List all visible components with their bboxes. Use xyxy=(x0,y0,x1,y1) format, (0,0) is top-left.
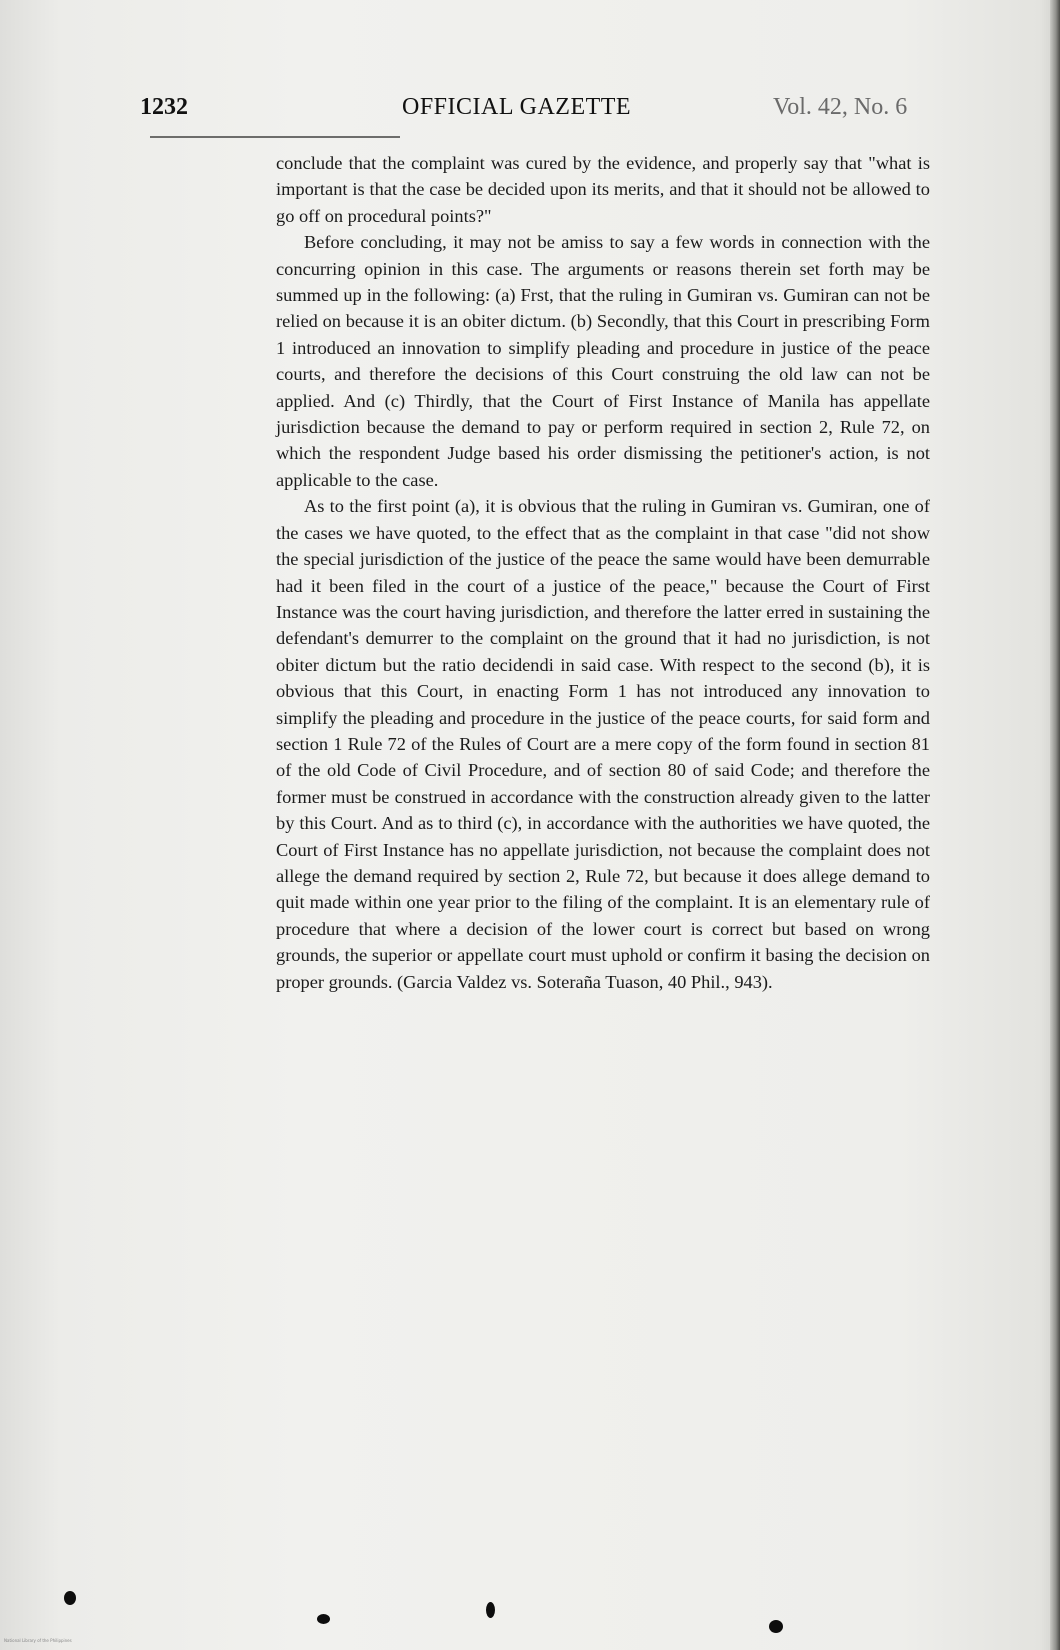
ink-spot xyxy=(769,1620,783,1633)
paragraph-3: As to the first point (a), it is obvious that the ruling in Gumiran vs. Gumiran, one of the cases we have quoted, to the effect that as the complaint in that case "did not show the special jurisdiction of the justice of the peace the same would have been demurrable had it been filed in the court of a justice of the peace," because the Court of First Instance was the court having jurisdiction, and therefore the latter erred in sustaining the defendant's demurrer to the complaint on the ground that it had no jurisdiction, is not obiter dictum but the ratio decidendi in said case. With respect to the second (b), it is obvious that this Court, in enacting Form 1 has not introduced any innovation to simplify the pleading and procedure in the justice of the peace courts, for said form and section 1 Rule 72 of the Rules of Court are a mere copy of the form found in section 81 of the old Code of Civil Procedure, and of section 80 of said Code; and therefore the former must be construed in accordance with the construction already given to the latter by this Court. And as to third (c), in accordance with the authorities we have quoted, the Court of First Instance has no appellate jurisdiction, not because the complaint does not allege the demand required by section 2, Rule 72, but because it does allege demand to quit made within one year prior to the filing of the complaint. It is an elementary rule of procedure that where a decision of the lower court is correct but based on wrong grounds, the superior or appellate court must uphold or confirm it basing the decision on proper grounds. (Garcia Valdez vs. Soteraña Tuason, 40 Phil., 943). xyxy=(276,496,930,992)
journal-title: OFFICIAL GAZETTE xyxy=(402,94,632,120)
page-header xyxy=(140,94,920,134)
page-number: 1232 xyxy=(140,94,188,120)
ink-spot xyxy=(64,1591,76,1605)
header-rule xyxy=(150,136,400,138)
paragraph-2: Before concluding, it may not be amiss to say a few words in connection with the concurring opinion in this case. The arguments or reasons therein set forth may be summed up in the following: (a) Frst, that the ruling in Gumiran vs. Gumiran can not be relied on because it is an obiter dictum. (b) Secondly, that this Court in prescribing Form 1 introduced an innovation to simplify pleading and procedure in justice of the peace courts, and therefore the decisions of this Court construing the old law can not be applied. And (c) Thirdly, that the Court of First Instance of Manila has appellate jurisdiction because the demand to pay or perform required in section 2, Rule 72, on which the respondent Judge based his order dismissing the petitioner's action, is not applicable to the case. xyxy=(276,232,930,490)
ink-spot xyxy=(486,1602,495,1618)
ink-spot xyxy=(317,1614,330,1624)
body-text xyxy=(276,150,930,995)
page-edge-shadow xyxy=(1050,0,1060,1650)
paragraph-1: conclude that the complaint was cured by the evidence, and properly say that "what is important is that the case be decided upon its merits, and that it should not be allowed to go off on procedural points?" xyxy=(276,153,930,226)
library-stamp: National Library of the Philippines xyxy=(4,1638,72,1643)
volume-number: Vol. 42, No. 6 xyxy=(773,94,908,120)
